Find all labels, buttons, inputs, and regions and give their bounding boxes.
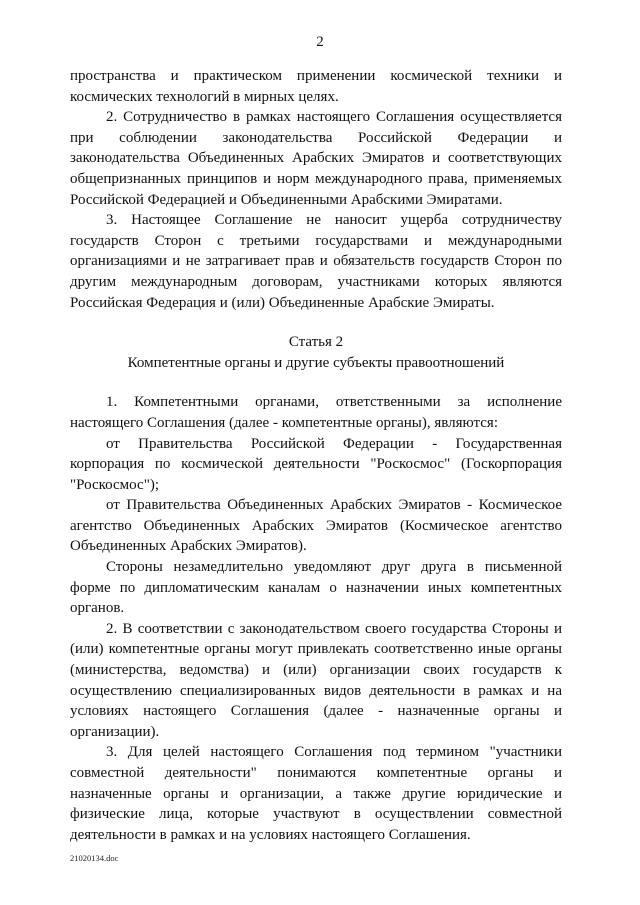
article-number: Статья 2 bbox=[288, 334, 344, 351]
paragraph-participants-definition: 3. Для целей настоящего Соглашения под термином "участники совместной деятельности" понимаются компетентные органы и назначенные органы и организации, а также другие юридические и физические лица, которые участвуют в осуществлении совместной деятельности в рамках и на условиях настоящего Соглашения. bbox=[70, 744, 562, 843]
document-body bbox=[70, 66, 562, 845]
paragraph-roscosmos: от Правительства Российской Федерации - Государственная корпорация по космической деятельности "Роскосмос" (Госкорпорация "Роскосмос"); bbox=[70, 435, 562, 493]
spacer bbox=[70, 313, 562, 332]
paragraph-cooperation-law: 2. Сотрудничество в рамках настоящего Соглашения осуществляется при соблюдении законодательства Российской Федерации и законодательства Объединенных Арабских Эмиратов и соответствующих общепризнанных принципов и норм международного права, применяемых Российской Федерацией и Объединенными Арабскими Эмиратами. bbox=[70, 109, 562, 208]
page-number: 2 bbox=[316, 34, 324, 50]
spacer bbox=[70, 373, 562, 392]
paragraph-designated-organs: 2. В соответствии с законодательством своего государства Стороны и (или) компетентные органы могут привлекать соответственно иные органы (министерства, ведомства) и (или) организации своих государств к осуществлению специализированных видов деятельности в рамках и на условиях настоящего Соглашения (далее - назначенные органы и организации). bbox=[70, 620, 562, 740]
paragraph-third-states: 3. Настоящее Соглашение не наносит ущерба сотрудничеству государств Сторон с третьими государствами и международными организациями и не затрагивает прав и обязательств государств Сторон по другим международным договорам, участниками которых являются Российская Федерация и (или) Объединенные Арабские Эмираты. bbox=[70, 212, 562, 311]
paragraph-notification: Стороны незамедлительно уведомляют друг друга в письменной форме по дипломатическим каналам о назначении иных компетентных органов. bbox=[70, 559, 562, 617]
paragraph-competent-organs: 1. Компетентными органами, ответственными за исполнение настоящего Соглашения (далее - компетентные органы), являются: bbox=[70, 394, 562, 431]
paragraph-uae-space-agency: от Правительства Объединенных Арабских Эмиратов - Космическое агентство Объединенных Арабских Эмиратов (Космическое агентство Объединенных Арабских Эмиратов). bbox=[70, 497, 562, 555]
file-name-footer: 21020134.doc bbox=[70, 853, 119, 863]
article-title: Компетентные органы и другие субъекты правоотношений bbox=[127, 354, 505, 371]
paragraph-continuation: пространства и практическом применении космической техники и космических технологий в мирных целях. bbox=[70, 68, 562, 105]
